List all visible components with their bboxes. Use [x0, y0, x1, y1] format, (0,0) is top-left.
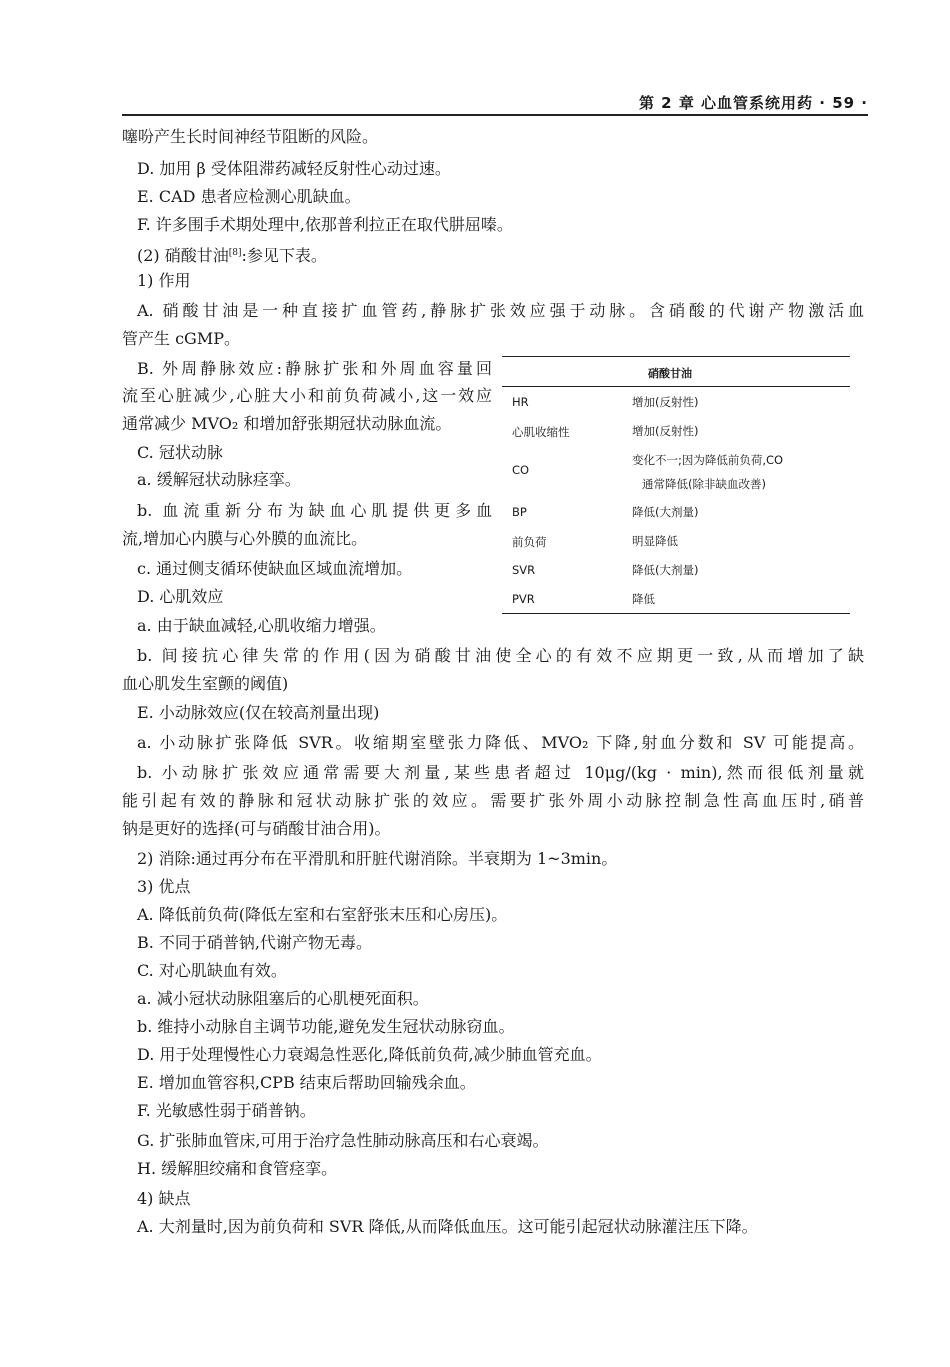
row-value: 降低(大剂量)	[632, 505, 699, 519]
row-value: 降低(大剂量)	[632, 563, 699, 577]
text-line: b. 小动脉扩张效应通常需要大剂量,某些患者超过 10μg/(kg · min),然而很低剂量就	[137, 763, 864, 782]
text-line: F. 光敏感性弱于硝普钠。	[137, 1101, 316, 1120]
table-row	[502, 445, 850, 497]
text-run: (2) 硝酸甘油	[137, 246, 229, 265]
text-line: 钠是更好的选择(可与硝酸甘油合用)。	[122, 819, 391, 838]
row-key: SVR	[512, 563, 536, 577]
section-heading	[137, 242, 327, 267]
text-line: 流,增加心内膜与心外膜的血流比。	[122, 529, 368, 548]
text-line: H. 缓解胆绞痛和食管痉挛。	[137, 1159, 338, 1178]
text-line: B. 不同于硝普钠,代谢产物无毒。	[137, 933, 373, 952]
row-value-line: 通常降低(除非缺血改善)	[642, 477, 766, 491]
table-header	[502, 357, 850, 387]
text-line: b. 维持小动脉自主调节功能,避免发生冠状动脉窃血。	[137, 1017, 515, 1036]
header-rule	[122, 114, 868, 116]
text-line: 能引起有效的静脉和冠状动脉扩张的效应。需要扩张外周小动脉控制急性高血压时,硝普	[122, 791, 864, 810]
row-key: HR	[512, 395, 529, 409]
text-line: E. 小动脉效应(仅在较高剂量出现)	[137, 703, 380, 722]
table-header-label: 硝酸甘油	[648, 367, 692, 380]
running-title: 第 2 章 心血管系统用药 · 59 ·	[638, 94, 868, 112]
table-row	[502, 555, 850, 584]
text-line: G. 扩张肺血管床,可用于治疗急性肺动脉高压和右心衰竭。	[137, 1131, 549, 1150]
citation-ref: [8]	[228, 248, 242, 258]
table-row	[502, 584, 850, 613]
row-value: 明显降低	[632, 534, 678, 548]
row-value: 增加(反射性)	[632, 424, 699, 438]
row-value-line: 变化不一;因为降低前负荷,CO	[632, 453, 784, 467]
nitroglycerin-table	[502, 356, 850, 614]
row-value	[632, 448, 848, 496]
text-line: B. 外周静脉效应:静脉扩张和外周血容量回	[137, 359, 492, 378]
text-run: :参见下表。	[241, 246, 327, 265]
text-line: b. 血流重新分布为缺血心肌提供更多血	[137, 501, 492, 520]
text-line: 管产生 cGMP。	[122, 329, 240, 348]
text-line: D. 加用 β 受体阻滞药减轻反射性心动过速。	[137, 159, 451, 178]
subsection-heading: 3) 优点	[137, 877, 191, 896]
text-line: c. 通过侧支循环使缺血区域血流增加。	[137, 559, 413, 578]
text-line: E. CAD 患者应检测心肌缺血。	[137, 187, 361, 206]
text-line: A. 硝酸甘油是一种直接扩血管药,静脉扩张效应强于动脉。含硝酸的代谢产物激活血	[137, 301, 864, 320]
subsection-heading: 4) 缺点	[137, 1189, 191, 1208]
text-line: 流至心脏减少,心脏大小和前负荷减小,这一效应	[122, 386, 492, 405]
text-line: 噻吩产生长时间神经节阻断的风险。	[122, 127, 379, 146]
page-header	[0, 84, 868, 114]
text-line: F. 许多围手术期处理中,依那普利拉正在取代肼屈嗪。	[137, 215, 513, 234]
text-line: C. 冠状动脉	[137, 443, 223, 462]
text-line: E. 增加血管容积,CPB 结束后帮助回输残余血。	[137, 1073, 476, 1092]
text-line: b. 间接抗心律失常的作用(因为硝酸甘油使全心的有效不应期更一致,从而增加了缺	[137, 646, 864, 665]
text-line: D. 心肌效应	[137, 587, 224, 606]
row-key: 心肌收缩性	[512, 425, 570, 439]
text-line: 通常减少 MVO₂ 和增加舒张期冠状动脉血流。	[122, 414, 452, 433]
row-key: BP	[512, 505, 527, 519]
text-line: C. 对心肌缺血有效。	[137, 961, 287, 980]
subsection-heading: 1) 作用	[137, 271, 191, 290]
text-line: D. 用于处理慢性心力衰竭急性恶化,降低前负荷,减少肺血管充血。	[137, 1045, 602, 1064]
text-line: a. 由于缺血减轻,心肌收缩力增强。	[137, 616, 386, 635]
row-value: 增加(反射性)	[632, 395, 699, 409]
row-key: CO	[512, 463, 530, 477]
text-line: a. 缓解冠状动脉痉挛。	[137, 470, 301, 489]
table-row	[502, 526, 850, 555]
text-line: 血心肌发生室颤的阈值)	[122, 674, 289, 693]
row-value: 降低	[632, 592, 655, 606]
row-key: PVR	[512, 592, 535, 606]
table-row	[502, 416, 850, 445]
text-line: A. 降低前负荷(降低左室和右室舒张末压和心房压)。	[137, 905, 508, 924]
table-row	[502, 497, 850, 526]
text-line: a. 减小冠状动脉阻塞后的心肌梗死面积。	[137, 989, 429, 1008]
text-line: a. 小动脉扩张降低 SVR。收缩期室壁张力降低、MVO₂ 下降,射血分数和 SV 可能提高。	[137, 733, 864, 752]
row-key: 前负荷	[512, 535, 547, 549]
text-line: A. 大剂量时,因为前负荷和 SVR 降低,从而降低血压。这可能引起冠状动脉灌注压下降。	[137, 1217, 758, 1236]
text-line: 2) 消除:通过再分布在平滑肌和肝脏代谢消除。半衰期为 1~3min。	[137, 849, 618, 868]
table-row	[502, 387, 850, 416]
